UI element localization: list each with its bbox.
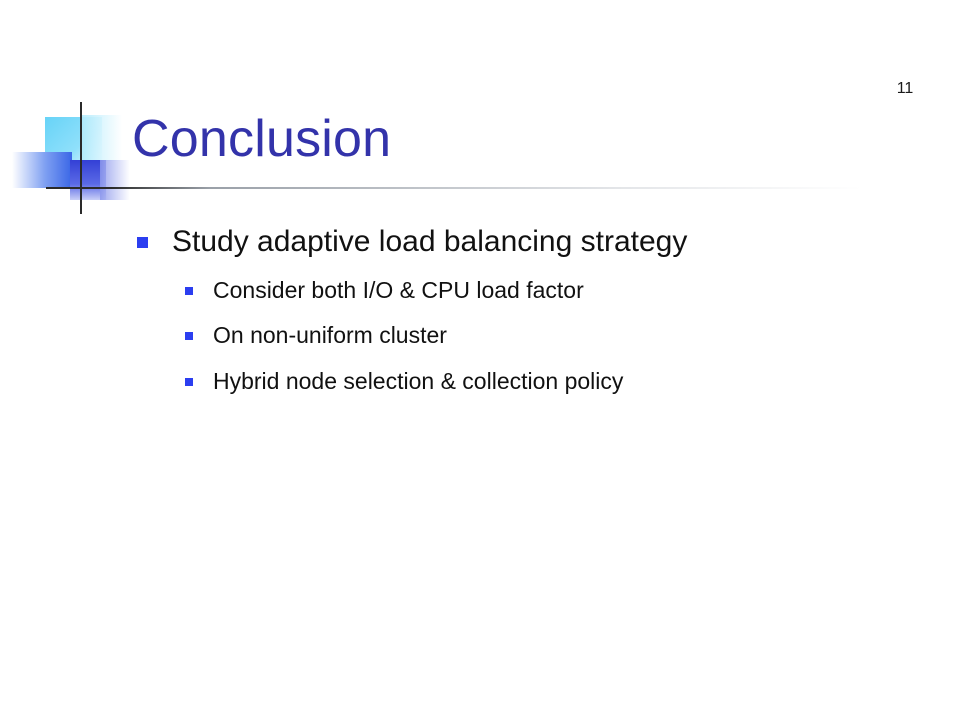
logo-square-mid bbox=[12, 152, 72, 188]
logo-square-fade-right bbox=[100, 160, 130, 200]
logo-square-fade bbox=[82, 115, 122, 161]
sub-bullet-text: Hybrid node selection & collection policy bbox=[213, 368, 624, 394]
logo-vertical-rule bbox=[80, 102, 82, 214]
page-number: 11 bbox=[896, 80, 914, 97]
sub-bullet-text: On non-uniform cluster bbox=[213, 322, 447, 348]
square-bullet-icon bbox=[185, 332, 193, 340]
bullet-text: Study adaptive load balancing strategy bbox=[172, 225, 688, 258]
square-bullet-icon bbox=[185, 287, 193, 295]
title-underline-rule bbox=[46, 187, 862, 189]
sub-bullet-text: Consider both I/O & CPU load factor bbox=[213, 277, 584, 303]
square-bullet-icon bbox=[137, 237, 148, 248]
square-bullet-icon bbox=[185, 378, 193, 386]
slide-title: Conclusion bbox=[132, 110, 392, 168]
